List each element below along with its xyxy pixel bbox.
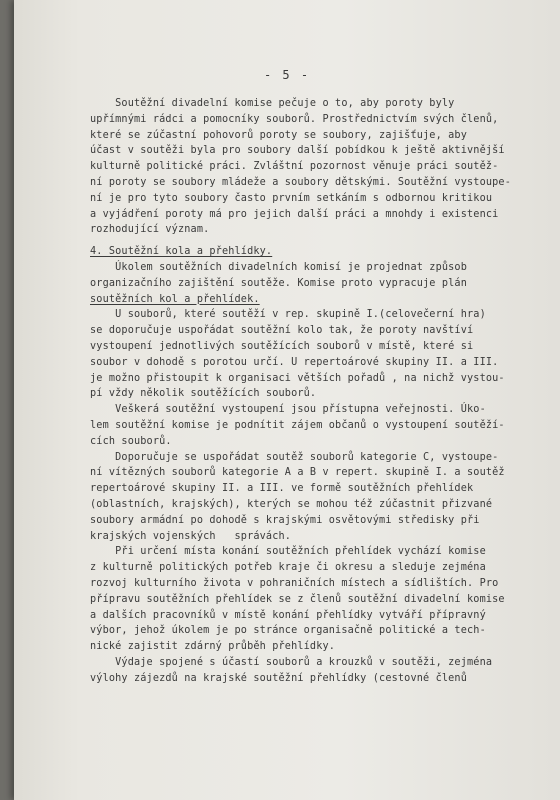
section-4 <box>90 244 552 686</box>
text-line: Úkolem soutěžních divadelních komisí je projednat způsob <box>90 261 468 273</box>
text-line: rozvoj kulturního života v pohraničních místech a sídlištích. Pro <box>90 577 499 589</box>
text-line: a dalších pracovníků v místě konání přehlídky vytváří přípravný <box>90 609 486 621</box>
text-line: které se zúčastní pohovorů poroty se soubory, zajišťuje, aby <box>90 129 468 141</box>
text-line: účast v soutěži byla pro soubory další pobídkou k ještě aktivnější <box>90 145 505 157</box>
text-line: a vyjádření poroty má pro jejich další práci a mnohdy i existenci <box>90 208 499 220</box>
text-line: krajských vojenských správách. <box>90 530 292 542</box>
section-heading: 4. Soutěžní kola a přehlídky. <box>90 246 273 258</box>
document-body <box>90 96 552 686</box>
text-line: organizačního zajištění soutěže. Komise proto vypracuje plán <box>90 277 468 289</box>
text-line: nické zajistit zdárný průběh přehlídky. <box>90 641 336 653</box>
text-line: rozhodující význam. <box>90 224 210 236</box>
text-line: cích souborů. <box>90 435 172 447</box>
text-line: vystoupení jednotlivých soutěžících souborů v místě, které si <box>90 340 474 352</box>
text-line: lem soutěžní komise je podnítit zájem občanů o vystoupení soutěží- <box>90 419 505 431</box>
text-line: repertoárové skupiny II. a III. ve formě soutěžních přehlídek <box>90 483 474 495</box>
text-line: výlohy zájezdů na krajské soutěžní přehlídky (cestovné členů <box>90 672 468 684</box>
text-line: Veškerá soutěžní vystoupení jsou přístupna veřejnosti. Úko- <box>90 404 486 416</box>
text-line: Soutěžní divadelní komise pečuje o to, aby poroty byly <box>90 98 455 109</box>
text-line: kulturně politické práci. Zvláštní pozornost věnuje práci soutěž- <box>90 161 499 173</box>
text-line-underlined: soutěžních kol a přehlídek. <box>90 293 260 305</box>
document-page <box>14 0 560 800</box>
text-line: soubor v dohodě s porotou určí. U repertoárové skupiny II. a III. <box>90 356 499 368</box>
text-line: přípravu soutěžních přehlídek se z členů soutěžní divadelní komise <box>90 593 505 605</box>
text-line: pí vždy několik soutěžících souborů. <box>90 388 317 400</box>
text-line: z kulturně politických potřeb kraje či okresu a sleduje zejména <box>90 562 486 574</box>
text-line: výbor, jehož úkolem je po stránce organisačně politické a tech- <box>90 625 486 637</box>
text-line: soubory armádní po dohodě s krajskými osvětovými středisky při <box>90 514 480 526</box>
text-line: je možno přistoupit k organisaci větších pořadů , na nichž vystou- <box>90 372 505 384</box>
paragraph-intro <box>90 96 552 238</box>
text-line: se doporučuje uspořádat soutěžní kolo tak, že poroty navštíví <box>90 325 474 337</box>
text-line: Doporučuje se uspořádat soutěž souborů kategorie C, vystoupe- <box>90 451 499 463</box>
text-line: ní vítězných souborů kategorie A a B v repert. skupině I. a soutěž <box>90 467 505 479</box>
text-line: ní je pro tyto soubory často prvním setkáním s odbornou kritikou <box>90 192 493 204</box>
text-line: (oblastních, krajských), kterých se mohou též zúčastnit přizvané <box>90 498 493 510</box>
page-number: - 5 - <box>263 68 311 82</box>
text-line: Při určení místa konání soutěžních přehlídek vychází komise <box>90 546 486 558</box>
text-line: Výdaje spojené s účastí souborů a krouzků v soutěži, zejména <box>90 656 493 668</box>
text-line: ní poroty se soubory mládeže a soubory dětskými. Soutěžní vystoupe- <box>90 176 511 188</box>
text-line: upřímnými rádci a pomocníky souborů. Prostřednictvím svých členů, <box>90 113 499 125</box>
text-line: U souborů, které soutěží v rep. skupině I.(celovečerní hra) <box>90 309 486 321</box>
